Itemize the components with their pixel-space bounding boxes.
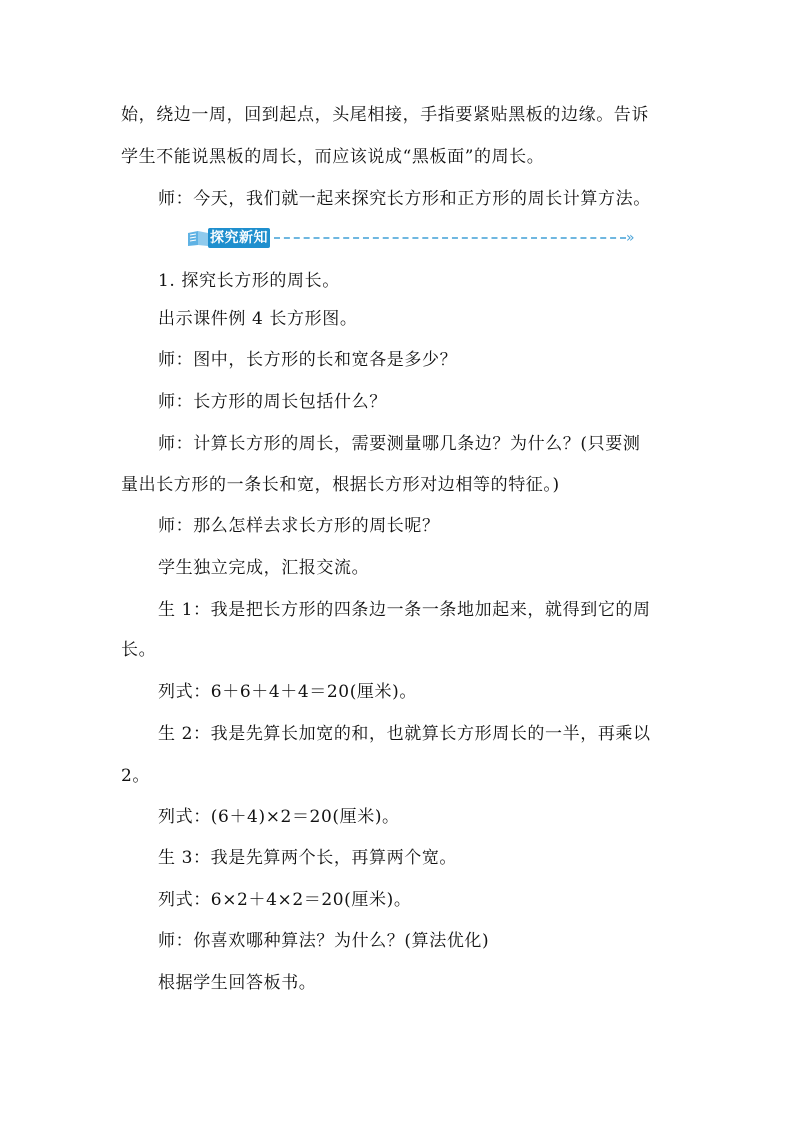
paragraph-line: 师：长方形的周长包括什么？ bbox=[158, 392, 387, 412]
paragraph-line: 2。 bbox=[121, 766, 151, 786]
paragraph-line: 始，绕边一周，回到起点，头尾相接，手指要紧贴黑板的边缘。告诉 bbox=[121, 105, 649, 125]
paragraph-line: 师：计算长方形的周长，需要测量哪几条边？为什么？(只要测 bbox=[158, 434, 641, 454]
paragraph-line: 师：图中，长方形的长和宽各是多少？ bbox=[158, 350, 458, 370]
paragraph-line: 根据学生回答板书。 bbox=[158, 973, 317, 993]
paragraph-line: 生 2：我是先算长加宽的和，也就算长方形周长的一半，再乘以 bbox=[158, 724, 651, 744]
paragraph-line: 1. 探究长方形的周长。 bbox=[158, 271, 340, 291]
paragraph-line: 学生不能说黑板的周长，而应该说成“黑板面”的周长。 bbox=[121, 147, 545, 167]
paragraph-line: 师：那么怎样去求长方形的周长呢？ bbox=[158, 516, 440, 536]
paragraph-line: 长。 bbox=[121, 640, 157, 660]
paragraph-line: 师：你喜欢哪种算法？为什么？(算法优化) bbox=[158, 931, 490, 951]
paragraph-line: 出示课件例 4 长方形图。 bbox=[158, 309, 358, 329]
paragraph-line: 生 3：我是先算两个长，再算两个宽。 bbox=[158, 848, 458, 868]
paragraph-line: 学生独立完成，汇报交流。 bbox=[158, 558, 370, 578]
paragraph-line: 师：今天，我们就一起来探究长方形和正方形的周长计算方法。 bbox=[158, 189, 651, 209]
double-chevron-right-icon: » bbox=[626, 230, 632, 246]
paragraph-line: 列式：(6＋4)×2＝20(厘米)。 bbox=[158, 807, 400, 827]
paragraph-line: 列式：6＋6＋4＋4＝20(厘米)。 bbox=[158, 682, 417, 702]
section-banner-divider bbox=[274, 237, 626, 239]
paragraph-line: 列式：6×2＋4×2＝20(厘米)。 bbox=[158, 890, 412, 910]
paragraph-line: 量出长方形的一条长和宽，根据长方形对边相等的特征。) bbox=[121, 475, 560, 495]
section-banner-label: 探究新知 bbox=[210, 230, 268, 246]
section-banner bbox=[186, 226, 646, 250]
paragraph-line: 生 1：我是把长方形的四条边一条一条地加起来，就得到它的周 bbox=[158, 600, 651, 620]
